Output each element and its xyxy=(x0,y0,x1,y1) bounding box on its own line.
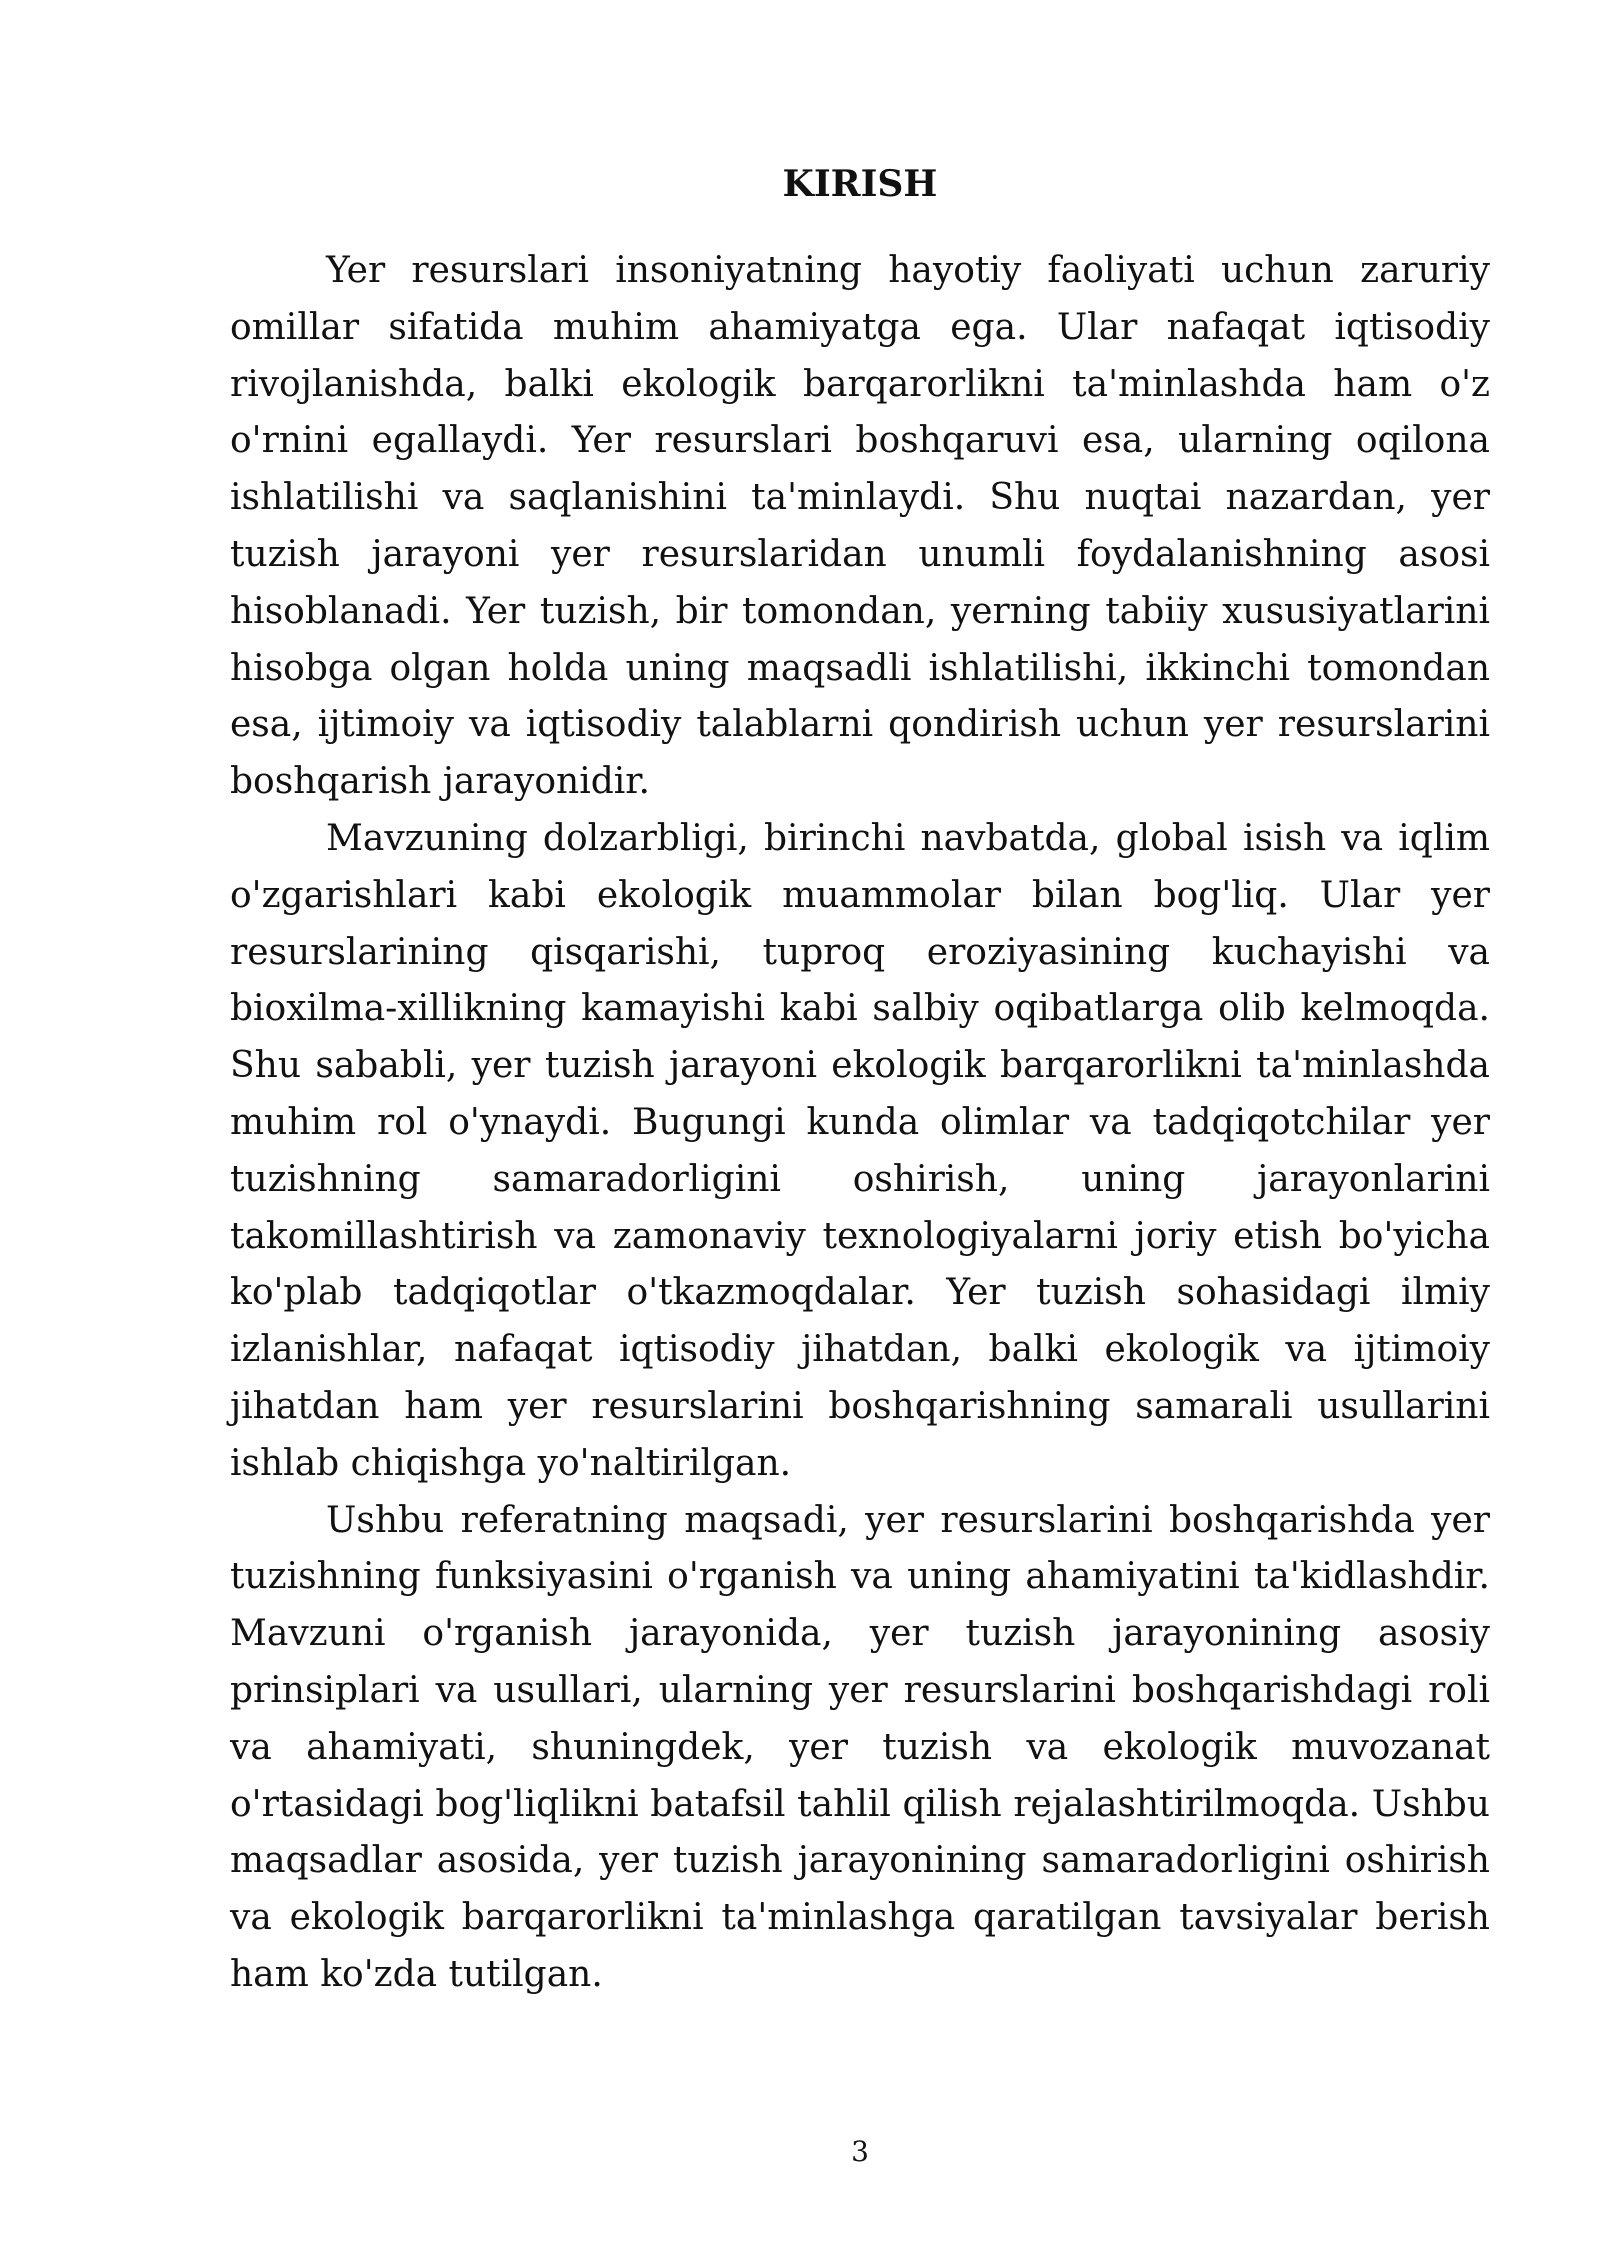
paragraph: Ushbu referatning maqsadi, yer resurslarini boshqarishda yer tuzishning funksiyasini o'rganish va uning ahamiyatini ta'kidlashdir. Mavzuni o'rganish jarayonida, yer tuzish jarayonining asosiy prinsiplari va usullari, ularning yer resurslarini boshqarishdagi roli va ahamiyati, shuningdek, yer tuzish va ekologik muvozanat o'rtasidagi bog'liqlikni batafsil tahlil qilish rejalashtirilmoqda. Ushbu maqsadlar asosida, yer tuzish jarayonining samaradorligini oshirish va ekologik barqarorlikni ta'minlashga qaratilgan tavsiyalar berish ham ko'zda tutilgan. xyxy=(230,1499,1490,1995)
document-page xyxy=(230,0,1490,2262)
paragraph: Mavzuning dolzarbligi, birinchi navbatda, global isish va iqlim o'zgarishlari kabi ekologik muammolar bilan bog'liq. Ular yer resurslarining qisqarishi, tuproq eroziyasining kuchayishi va bioxilma-xillikning kamayishi kabi salbiy oqibatlarga olib kelmoqda. Shu sababli, yer tuzish jarayoni ekologik barqarorlikni ta'minlashda muhim rol o'ynaydi. Bugungi kunda olimlar va tadqiqotchilar yer tuzishning samaradorligini oshirish, uning jarayonlarini takomillashtirish va zamonaviy texnologiyalarni joriy etish bo'yicha ko'plab tadqiqotlar o'tkazmoqdalar. Yer tuzish sohasidagi ilmiy izlanishlar, nafaqat iqtisodiy jihatdan, balki ekologik va ijtimoiy jihatdan ham yer resurslarini boshqarishning samarali usullarini ishlab chiqishga yo'naltirilgan. xyxy=(230,817,1490,1484)
page-number: 3 xyxy=(851,2135,869,2168)
paragraph: Yer resurslari insoniyatning hayotiy faoliyati uchun zaruriy omillar sifatida muhim ahamiyatga ega. Ular nafaqat iqtisodiy rivojlanishda, balki ekologik barqarorlikni ta'minlashda ham o'z o'rnini egallaydi. Yer resurslari boshqaruvi esa, ularning oqilona ishlatilishi va saqlanishini ta'minlaydi. Shu nuqtai nazardan, yer tuzish jarayoni yer resurslaridan unumli foydalanishning asosi hisoblanadi. Yer tuzish, bir tomondan, yerning tabiiy xususiyatlarini hisobga olgan holda uning maqsadli ishlatilishi, ikkinchi tomondan esa, ijtimoiy va iqtisodiy talablarni qondirish uchun yer resurslarini boshqarish jarayonidir. xyxy=(230,250,1490,803)
body-text xyxy=(230,243,1490,2004)
section-title: KIRISH xyxy=(782,163,938,205)
